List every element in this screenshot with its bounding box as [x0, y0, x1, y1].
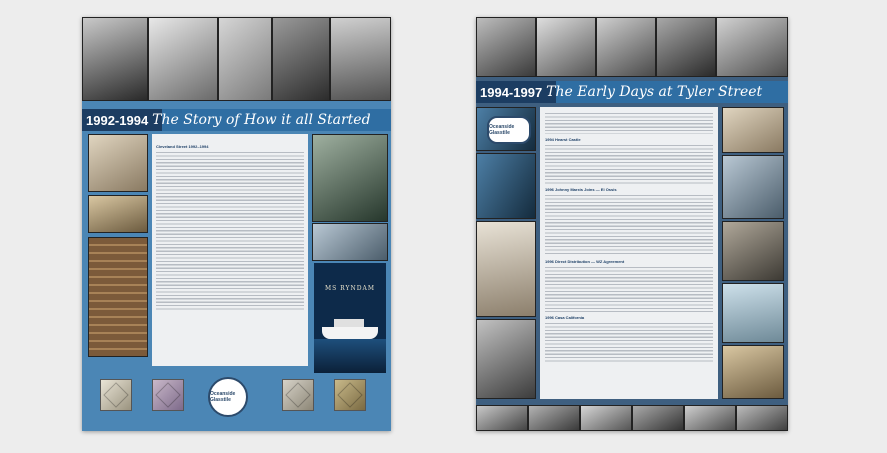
- photo-top-2: [536, 17, 596, 77]
- section-heading-hearst: 1994 Hearst Castle: [545, 137, 581, 142]
- section-heading: Cleveland Street 1992–1994: [156, 144, 209, 150]
- photo-strip-3: [580, 405, 632, 431]
- photo-building: [722, 283, 784, 343]
- ship-advert: [314, 263, 386, 373]
- poster-1994-1997: [476, 17, 788, 431]
- casa-text: [545, 322, 713, 362]
- poster-1992-1994: [82, 17, 391, 431]
- photo-shelves: [722, 155, 784, 219]
- photo-top-3: [596, 17, 656, 77]
- photo-strip-4: [632, 405, 684, 431]
- photo-artisan-3: [218, 17, 272, 101]
- banner-title: The Early Days at Tyler Street: [546, 84, 763, 100]
- photo-strip-1: [476, 405, 528, 431]
- photo-tiles-grid: [312, 223, 388, 261]
- banner-title: The Story of How it all Started: [152, 112, 371, 128]
- oceanside-logo: [208, 377, 248, 417]
- tile-sample-3: [282, 379, 314, 411]
- section-heading-casa: 1996 Casa California: [545, 315, 585, 320]
- photo-team: [722, 345, 784, 399]
- photo-strip-5: [684, 405, 736, 431]
- banner: [476, 81, 788, 103]
- body-text: [156, 151, 304, 311]
- photo-logo-sign: [476, 107, 536, 151]
- direct-text: [545, 266, 713, 312]
- photo-strip-6: [736, 405, 788, 431]
- tile-sample-1: [100, 379, 132, 411]
- banner-years: 1994-1997: [480, 84, 543, 100]
- johnny-text: [545, 194, 713, 256]
- tile-sample-2: [152, 379, 184, 411]
- story-text-column: [152, 134, 308, 366]
- ship-sea: [314, 339, 386, 373]
- hearst-text: [545, 144, 713, 184]
- ship-superstructure: [334, 319, 364, 327]
- banner: [82, 109, 391, 131]
- logo-text: Oceanside Glasstile: [210, 391, 236, 403]
- oceanside-logo: [487, 116, 531, 144]
- photo-worker: [476, 319, 536, 399]
- intro-paragraph: [156, 138, 304, 141]
- photo-artisan-5: [330, 17, 391, 101]
- photo-top-1: [476, 17, 536, 77]
- early-days-text-column: [540, 107, 718, 399]
- banner-years: 1992-1994: [86, 112, 149, 128]
- photo-pool: [476, 153, 536, 219]
- photo-top-4: [656, 17, 716, 77]
- photo-artisan-4: [272, 17, 330, 101]
- ship-name: MS RYNDAM: [325, 285, 375, 292]
- photo-sink: [476, 221, 536, 317]
- section-heading-direct: 1996 Direct Distribution — WZ Agreement: [545, 259, 625, 264]
- section-heading-johnny: 1996 Johnny Marxis Joins — El Ossis: [545, 187, 617, 192]
- photo-tile-wall: [88, 237, 148, 357]
- photo-top-5: [716, 17, 788, 77]
- photo-strip-2: [528, 405, 580, 431]
- intro-text: [545, 112, 713, 134]
- ship-hull: [322, 327, 378, 339]
- photo-artisan-1: [82, 17, 148, 101]
- photo-workshop: [722, 107, 784, 153]
- photo-kiln: [722, 221, 784, 281]
- logo-text: Oceanside Glasstile: [489, 124, 515, 136]
- photo-artisan-2: [148, 17, 218, 101]
- tile-sample-4: [334, 379, 366, 411]
- photo-owner: [88, 195, 148, 233]
- photo-crew: [312, 134, 388, 222]
- photo-storefront: [88, 134, 148, 192]
